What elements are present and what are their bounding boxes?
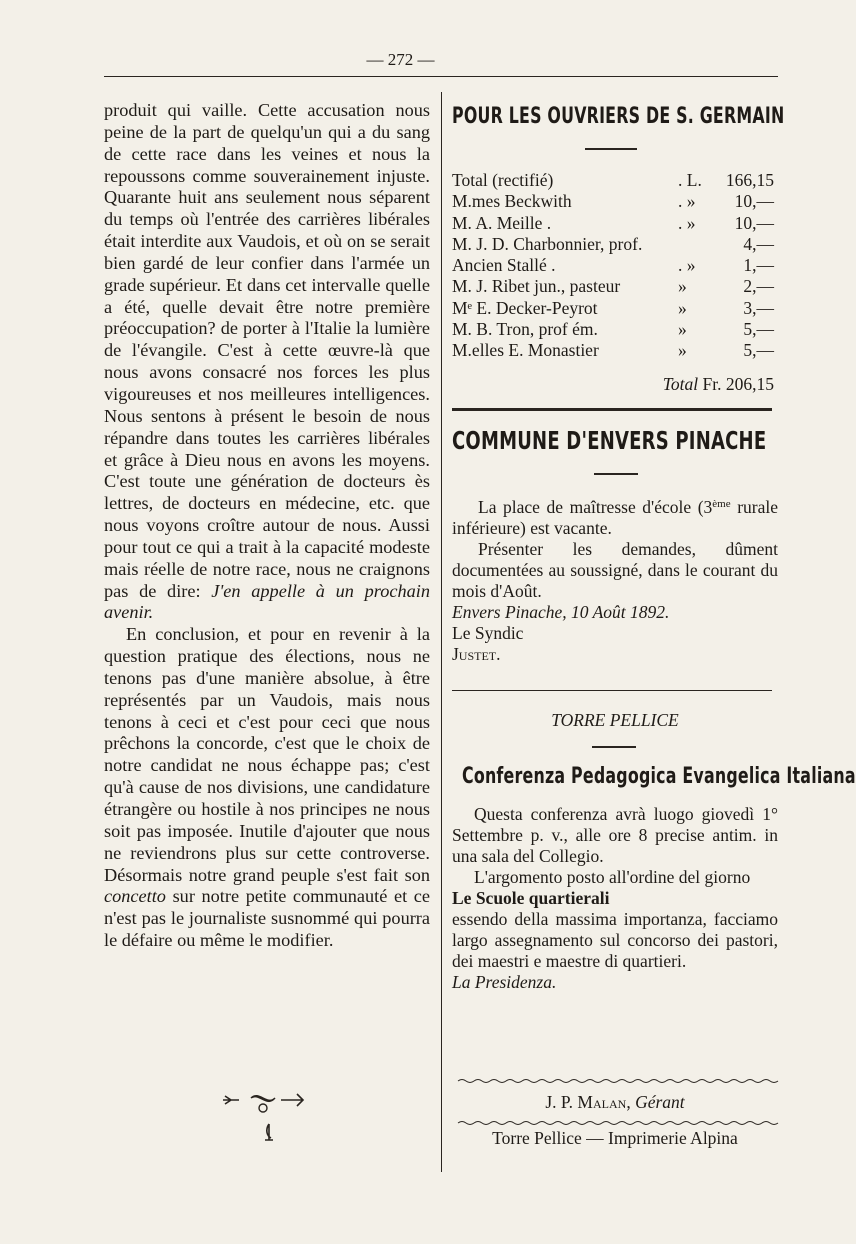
section-rule — [452, 690, 772, 691]
conference-heading: Conferenza Pedagogica Evangelica Italiana — [462, 764, 856, 789]
subscription-row: M.elles E. Monastier » 5,— — [452, 340, 774, 361]
heading-ornament — [585, 148, 637, 150]
subscription-row: M. B. Tron, prof ém. » 5,— — [452, 319, 774, 340]
subscription-row: M.mes Beckwith . » 10,— — [452, 191, 774, 212]
wavy-rule — [458, 1120, 776, 1126]
commune-notice: La place de maîtresse d'école (3ème rurale inférieure) est vacante. Présenter les demandes, dûment documentées au soussigné, dans le courant du mois d'Août. Envers Pinache, 10 Août 1892. Le Syndic Justet. — [452, 497, 778, 664]
page-number: — 272 — — [366, 50, 435, 69]
article-quote: J'en appelle à un prochain avenir. — [104, 580, 430, 623]
signer-title: Le Syndic — [452, 623, 524, 643]
printer-line: Torre Pellice — Imprimerie Alpina — [492, 1128, 738, 1148]
conference-topic: Le Scuole quartierali — [452, 888, 610, 908]
conference-notice: Questa conferenza avrà luogo giovedì 1° Settembre p. v., alle ore 8 precise antim. in una sala del Collegio. L'argomento posto all'ordine del giorno Le Scuole quartierali essendo della massima importanza, facciamo largo assegnamento sul concorso dei pastori, dei maestri e maestre di quartieri. La Presidenza. — [452, 804, 778, 992]
signer-name: Justet. — [452, 644, 501, 664]
gerant-line: J. P. Malan, Gérant — [545, 1092, 685, 1112]
ornament-icon — [211, 1086, 321, 1146]
heading-ornament — [594, 473, 638, 475]
concetto-word: concetto — [104, 886, 166, 907]
subscription-total: Total Fr. 206,15 — [662, 374, 774, 394]
commune-date: Envers Pinache, 10 Août 1892. — [452, 602, 670, 622]
commune-heading: COMMUNE D'ENVERS PINACHE — [452, 426, 767, 455]
heading-ornament — [592, 746, 636, 748]
subscription-row: Mᵉ E. Decker-Peyrot » 3,— — [452, 297, 774, 318]
torre-place: TORRE PELLICE — [551, 710, 679, 730]
conference-signature: La Presidenza. — [452, 972, 557, 992]
subscription-list — [452, 170, 778, 362]
article-column — [104, 100, 430, 952]
section-rule — [452, 408, 772, 411]
subscription-row: M. J. Ribet jun., pasteur » 2,— — [452, 276, 774, 297]
subscription-heading: POUR LES OUVRIERS DE S. GERMAIN — [452, 104, 785, 129]
article-paragraph-2: En conclusion, et pour en revenir à la question pratique des élections, nous ne tenons pas d'une manière absolue, à être représentés par un Vaudois, mais nous tenons à ceci et c'est pour ceci que nous prêchons la concorde, c'est que le choix de notre candidat ne nous échappe pas; c'est qu'à cause de nos divisions, une candidature étrangère ou hostile à nos principes ne nous soit pas imposée. Inutile d'ajouter que nous ne reviendrons plus sur cette controverse. Désormais notre grand peuple s'est fait son concetto sur notre petite communauté et ce n'est pas le journaliste susnommé qui pourra le défaire ou même le modifier. — [104, 624, 430, 951]
column-divider — [441, 92, 442, 1172]
wavy-rule — [458, 1078, 776, 1084]
article-paragraph-1: produit qui vaille. Cette accusation nous peine de la part de quelqu'un qui a du sang de cette race dans les veines et nous la repoussons comme souverainement injuste. Quarante huit ans seulement nous séparent du temps où l'entrée des carrières libérales était interdite aux Vaudois, et où on se serait bien gardé de leur confier dans l'armée un grade supérieur. Et dans cet intervalle quelle a été, quelle devait être notre première préoccupation? de porter à l'Italie la lumière de l'évangile. C'est à cette œuvre-là que nous avons consacré nos forces les plus vigoureuses et nos meilleures intelligences. Nous sentons à présent le besoin de nous répandre dans toutes les carrières libérales et grâce à Dieu nous en avons les moyens. C'est toute une génération de docteurs ès lettres, de docteurs en médecine, etc. que nous voyons croître autour de nous. Aussi pour tout ce qui a trait à la capacité modeste mais réelle de notre race, nous ne craignons pas de dire: J'en appelle à un prochain avenir. — [104, 100, 430, 623]
subscription-row: Ancien Stallé . . » 1,— — [452, 255, 774, 276]
subscription-row: Total (rectifié) . L. 166,15 — [452, 170, 774, 190]
subscription-row: M. A. Meille . . » 10,— — [452, 212, 774, 233]
header-rule — [104, 76, 778, 77]
subscription-row: M. J. D. Charbonnier, prof. 4,— — [452, 233, 774, 254]
